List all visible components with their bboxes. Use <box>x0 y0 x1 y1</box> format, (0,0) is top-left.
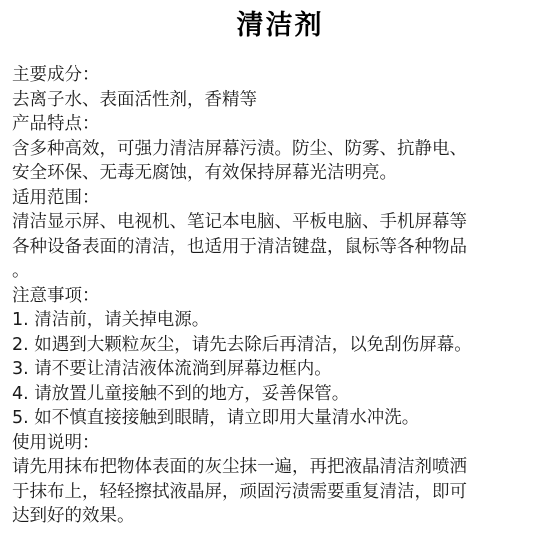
caution-item: 4. 请放置儿童接触不到的地方，妥善保管。 <box>12 383 350 404</box>
caution-item: 5. 如不慎直接接触到眼睛，请立即用大量清水冲洗。 <box>12 408 420 428</box>
section-heading-ingredients: 主要成分： <box>12 65 100 85</box>
page-title: 清洁剂 <box>236 10 324 41</box>
scope-line: 各种设备表面的清洁，也适用于清洁键盘，鼠标等各种物品 <box>12 236 467 257</box>
section-heading-cautions: 注意事项： <box>12 285 100 306</box>
usage-line: 达到好的效果。 <box>12 506 135 526</box>
scope-line: 。 <box>12 261 30 281</box>
usage-line: 于抹布上，轻轻擦拭液晶屏，顽固污渍需要重复清洁，即可 <box>12 481 467 502</box>
features-line: 安全环保、无毒无腐蚀，有效保持屏幕光洁明亮。 <box>12 163 397 183</box>
features-line: 含多种高效，可强力清洁屏幕污渍。防尘、防雾、抗静电、 <box>12 138 467 159</box>
ingredients-line: 去离子水、表面活性剂，香精等 <box>12 89 257 110</box>
section-heading-scope: 适用范围： <box>12 187 100 208</box>
section-heading-usage: 使用说明： <box>12 432 100 453</box>
document-body <box>12 63 552 529</box>
section-heading-features: 产品特点： <box>12 114 100 134</box>
caution-item: 1. 清洁前，请关掉电源。 <box>12 310 210 330</box>
caution-item: 3. 请不要让清洁液体流淌到屏幕边框内。 <box>12 359 332 379</box>
usage-line: 请先用抹布把物体表面的灰尘抹一遍，再把液晶清洁剂喷洒 <box>12 457 467 477</box>
caution-item: 2. 如遇到大颗粒灰尘，请先去除后再清洁，以免刮伤屏幕。 <box>12 334 472 355</box>
scope-line: 清洁显示屏、电视机、笔记本电脑、平板电脑、手机屏幕等 <box>12 212 467 232</box>
